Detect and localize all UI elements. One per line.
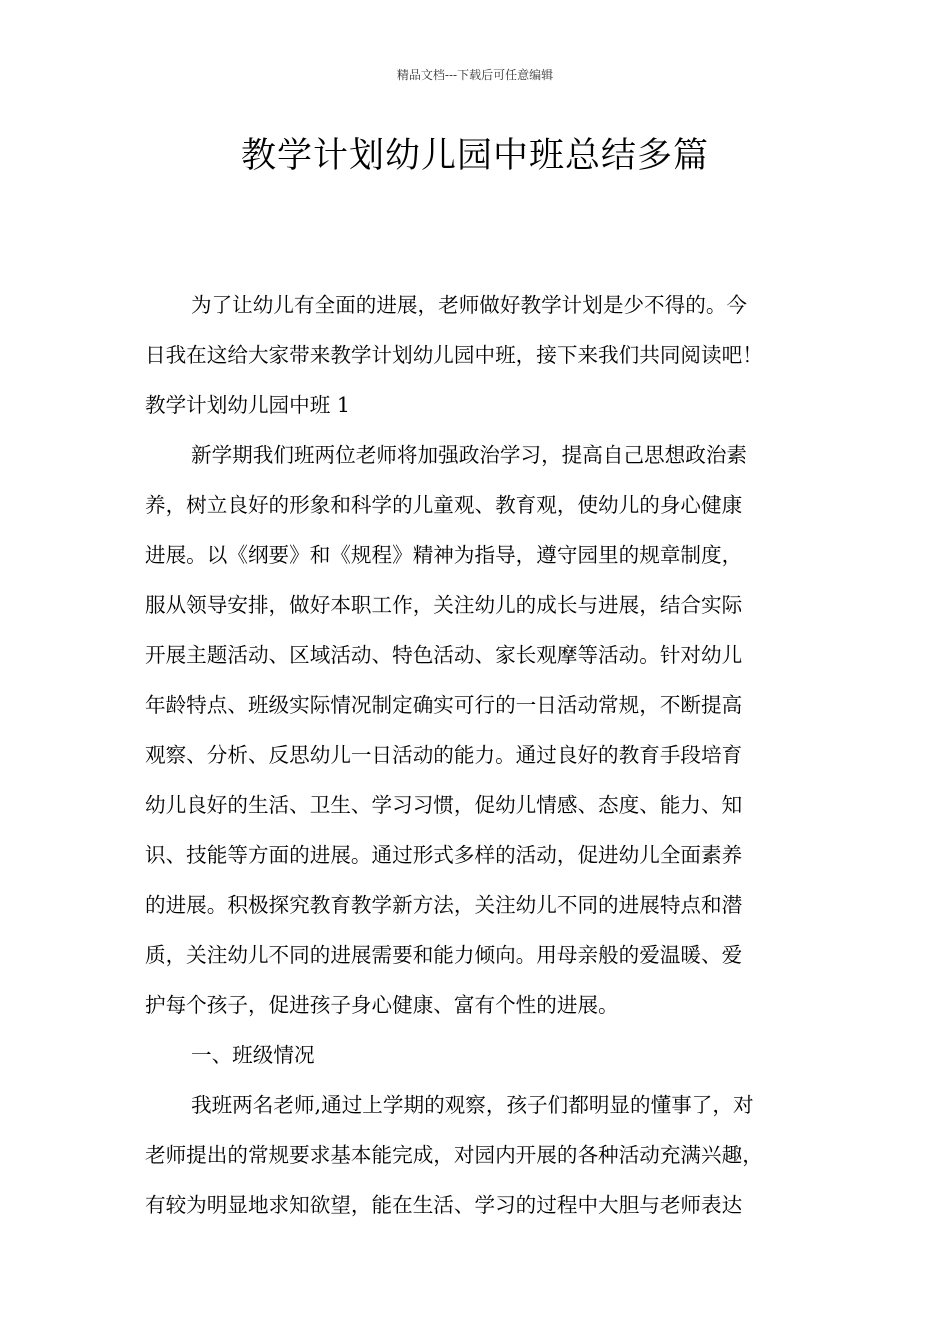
text-line: 进展。以《纲要》和《规程》精神为指导，遵守园里的规章制度， xyxy=(145,543,743,567)
header-note: 精品文档---下载后可任意编辑 xyxy=(396,68,554,82)
text-line: 质，关注幼儿不同的进展需要和能力倾向。用母亲般的爱温暖、爱 xyxy=(145,943,743,967)
text-line: 的进展。积极探究教育教学新方法，关注幼儿不同的进展特点和潜 xyxy=(145,893,743,917)
text-line: 识、技能等方面的进展。通过形式多样的活动，促进幼儿全面素养 xyxy=(145,843,743,867)
text-line: 服从领导安排，做好本职工作，关注幼儿的成长与进展，结合实际 xyxy=(145,593,743,617)
text-line: 教学计划幼儿园中班 1 xyxy=(145,393,350,417)
text-line: 有较为明显地求知欲望，能在生活、学习的过程中大胆与老师表达 xyxy=(145,1193,743,1217)
text-line: 养，树立良好的形象和科学的儿童观、教育观，使幼儿的身心健康 xyxy=(145,493,743,517)
text-line: 我班两名老师,通过上学期的观察，孩子们都明显的懂事了，对 xyxy=(191,1093,754,1117)
text-line: 幼儿良好的生活、卫生、学习习惯，促幼儿情感、态度、能力、知 xyxy=(145,793,743,817)
text-line: 一、班级情况 xyxy=(191,1043,315,1067)
text-line: 年龄特点、班级实际情况制定确实可行的一日活动常规，不断提高 xyxy=(145,693,743,717)
document-body xyxy=(145,280,810,1230)
text-line: 开展主题活动、区域活动、特色活动、家长观摩等活动。针对幼儿 xyxy=(145,643,743,667)
text-line: 老师提出的常规要求基本能完成，对园内开展的各种活动充满兴趣， xyxy=(145,1143,763,1167)
text-line: 观察、分析、反思幼儿一日活动的能力。通过良好的教育手段培育 xyxy=(145,743,743,767)
text-line: 日我在这给大家带来教学计划幼儿园中班，接下来我们共同阅读吧！ xyxy=(145,343,763,367)
text-line: 护每个孩子，促进孩子身心健康、富有个性的进展。 xyxy=(145,993,619,1017)
text-line: 为了让幼儿有全面的进展，老师做好教学计划是少不得的。今 xyxy=(191,293,748,317)
document-title: 教学计划幼儿园中班总结多篇 xyxy=(240,136,709,176)
text-line: 新学期我们班两位老师将加强政治学习，提高自己思想政治素 xyxy=(191,443,748,467)
